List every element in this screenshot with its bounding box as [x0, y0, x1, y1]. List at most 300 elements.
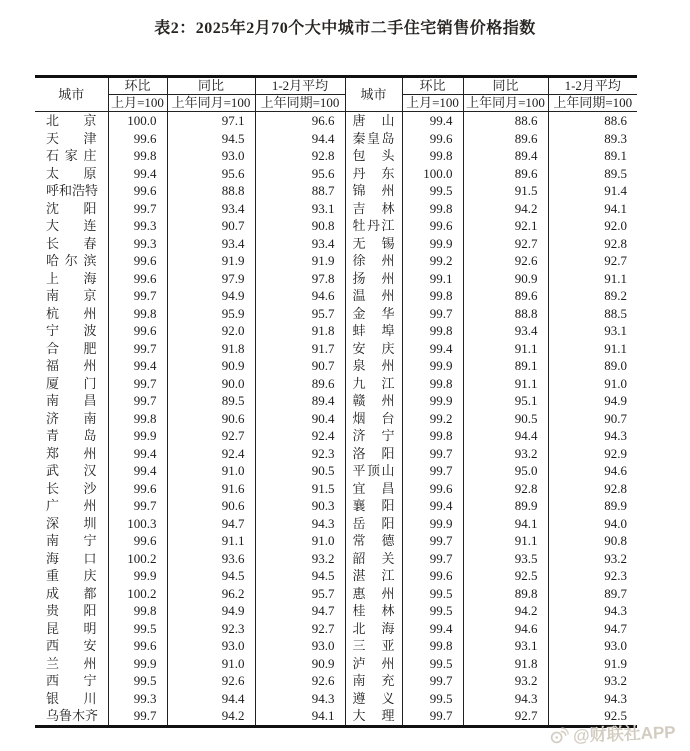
mom-value: 99.7: [402, 672, 463, 690]
yoy-value: 94.5: [167, 567, 255, 585]
avg-value: 91.9: [604, 655, 627, 671]
city-cell: [35, 480, 108, 498]
city-cell: [345, 375, 402, 393]
avg-value: 94.7: [604, 620, 627, 636]
city-name: 常德: [352, 533, 395, 548]
header-city-right: 城市: [345, 77, 402, 112]
mom-value: 99.4: [108, 165, 167, 183]
avg-value: 91.0: [255, 532, 345, 550]
yoy-value: 94.2: [167, 707, 255, 726]
city-name: 南昌: [46, 393, 97, 408]
city-name: 贵阳: [46, 603, 97, 618]
city-cell: [35, 357, 108, 375]
avg-value: 92.7: [255, 620, 345, 638]
mom-value: 99.4: [108, 357, 167, 375]
city-cell: [345, 270, 402, 288]
mom-value: 99.2: [402, 410, 463, 428]
mom-value: 100.3: [108, 515, 167, 533]
avg-value: 89.1: [604, 148, 627, 163]
yoy-value: 93.2: [463, 672, 548, 690]
mom-value: 99.9: [402, 515, 463, 533]
yoy-value: 89.8: [463, 585, 548, 603]
city-cell: [345, 515, 402, 533]
table-row: [35, 497, 637, 515]
avg-value: 94.3: [255, 515, 345, 533]
city-cell: [35, 410, 108, 428]
city-cell: [345, 147, 402, 165]
mom-value: 100.2: [108, 550, 167, 568]
city-name: 济宁: [352, 428, 395, 443]
weibo-icon: [549, 724, 570, 745]
avg-value: 97.8: [255, 270, 345, 288]
city-name: 郑州: [46, 445, 97, 461]
header-yoy-left: 同比: [167, 77, 255, 95]
table-row: [35, 235, 637, 253]
city-name: 烟台: [352, 410, 395, 426]
mom-value: 99.7: [108, 287, 167, 305]
yoy-value: 91.0: [167, 462, 255, 480]
mom-value: 99.7: [402, 532, 463, 550]
avg-value: 90.7: [604, 410, 627, 426]
mom-value: 99.5: [402, 602, 463, 620]
mom-value: 99.5: [402, 690, 463, 708]
mom-value: 99.3: [108, 217, 167, 235]
city-name: 乌鲁木齐: [46, 708, 99, 723]
city-cell: [345, 672, 402, 690]
table-row: [35, 550, 637, 568]
table-row: [35, 637, 637, 655]
avg-value: 94.9: [604, 393, 627, 408]
mom-value: 99.8: [108, 602, 167, 620]
yoy-value: 93.2: [463, 445, 548, 463]
avg-value: 92.6: [255, 672, 345, 690]
yoy-value: 92.7: [463, 707, 548, 726]
yoy-value: 91.9: [167, 252, 255, 270]
city-cell: [35, 392, 108, 410]
table-row: [35, 322, 637, 340]
yoy-value: 94.5: [167, 130, 255, 148]
yoy-value: 92.6: [167, 672, 255, 690]
city-name: 金华: [352, 305, 395, 321]
table-row: [35, 620, 637, 638]
mom-value: 99.7: [402, 305, 463, 323]
mom-value: 99.7: [108, 200, 167, 218]
avg-value: 91.4: [604, 183, 627, 198]
mom-value: 99.6: [108, 532, 167, 550]
table-body: [35, 112, 637, 727]
mom-value: 99.5: [402, 182, 463, 200]
city-cell: [35, 620, 108, 638]
city-name: 湛江: [352, 568, 395, 583]
mom-value: 99.6: [108, 637, 167, 655]
avg-value: 92.8: [604, 480, 627, 496]
city-name: 蚌埠: [352, 323, 395, 338]
mom-value: 99.8: [108, 410, 167, 428]
yoy-value: 91.0: [167, 655, 255, 673]
city-cell: [345, 357, 402, 375]
yoy-value: 88.8: [167, 182, 255, 200]
table-row: [35, 427, 637, 445]
mom-value: 99.8: [402, 200, 463, 218]
city-cell: [345, 235, 402, 253]
mom-value: 99.4: [108, 445, 167, 463]
avg-value: 93.0: [604, 638, 627, 653]
yoy-value: 88.6: [463, 112, 548, 130]
header-yoy-right: 同比: [463, 77, 548, 95]
avg-value: 93.0: [255, 637, 345, 655]
mom-value: 99.6: [108, 322, 167, 340]
yoy-value: 91.8: [167, 340, 255, 358]
city-name: 唐山: [352, 113, 395, 128]
header-avg-right: 1-2月平均: [548, 77, 637, 95]
table-row: [35, 585, 637, 603]
city-cell: [35, 305, 108, 323]
yoy-value: 94.1: [463, 515, 548, 533]
avg-value: 89.6: [255, 375, 345, 393]
city-cell: [345, 217, 402, 235]
city-cell: [345, 340, 402, 358]
yoy-value: 90.6: [167, 497, 255, 515]
yoy-value: 96.2: [167, 585, 255, 603]
yoy-value: 91.1: [463, 375, 548, 393]
city-name: 锦州: [352, 183, 395, 198]
yoy-value: 89.1: [463, 357, 548, 375]
city-name: 南京: [46, 288, 97, 303]
avg-value: 94.3: [604, 428, 627, 443]
avg-value: 90.7: [255, 357, 345, 375]
avg-value: 94.3: [604, 603, 627, 618]
mom-value: 99.5: [108, 620, 167, 638]
city-name: 惠州: [352, 585, 395, 601]
avg-value: 88.6: [604, 113, 627, 128]
yoy-value: 95.6: [167, 165, 255, 183]
city-cell: [345, 567, 402, 585]
mom-value: 99.6: [108, 252, 167, 270]
avg-value: 94.6: [255, 287, 345, 305]
mom-value: 99.8: [402, 322, 463, 340]
mom-value: 100.0: [402, 165, 463, 183]
city-cell: [35, 497, 108, 515]
table-row: [35, 375, 637, 393]
city-cell: [35, 270, 108, 288]
yoy-value: 97.9: [167, 270, 255, 288]
avg-value: 92.8: [604, 235, 627, 251]
avg-value: 93.2: [604, 550, 627, 566]
avg-value: 95.7: [255, 585, 345, 603]
yoy-value: 93.4: [167, 235, 255, 253]
city-name: 牡丹江: [352, 218, 395, 233]
mom-value: 99.2: [402, 252, 463, 270]
city-cell: [345, 410, 402, 428]
mom-value: 99.6: [402, 130, 463, 148]
avg-value: 89.7: [604, 585, 627, 601]
yoy-value: 92.8: [463, 480, 548, 498]
avg-value: 92.3: [604, 568, 627, 583]
mom-value: 99.5: [402, 585, 463, 603]
table-row: [35, 690, 637, 708]
avg-value: 93.4: [255, 235, 345, 253]
city-name: 石家庄: [46, 148, 97, 163]
mom-value: 99.9: [108, 567, 167, 585]
table-row: [35, 112, 637, 130]
city-name: 长春: [46, 235, 97, 251]
avg-value: 89.2: [604, 288, 627, 303]
city-cell: [35, 637, 108, 655]
table-row: [35, 672, 637, 690]
avg-value: 93.1: [255, 200, 345, 218]
city-name: 泸州: [352, 655, 395, 671]
city-cell: [35, 200, 108, 218]
city-name: 哈尔滨: [46, 253, 97, 268]
yoy-value: 89.6: [463, 287, 548, 305]
city-name: 深圳: [46, 515, 97, 531]
yoy-value: 92.1: [463, 217, 548, 235]
city-name: 扬州: [352, 270, 395, 286]
city-name: 广州: [46, 498, 97, 513]
mom-value: 99.6: [108, 270, 167, 288]
avg-value: 90.8: [255, 217, 345, 235]
mom-value: 99.7: [108, 707, 167, 726]
yoy-value: 92.7: [167, 427, 255, 445]
yoy-value: 91.8: [463, 655, 548, 673]
city-name: 成都: [46, 585, 97, 601]
mom-value: 99.8: [402, 637, 463, 655]
yoy-value: 94.9: [167, 287, 255, 305]
city-cell: [35, 217, 108, 235]
yoy-value: 89.5: [167, 392, 255, 410]
table-row: [35, 445, 637, 463]
city-cell: [35, 532, 108, 550]
city-name: 北海: [352, 620, 395, 636]
city-cell: [35, 165, 108, 183]
yoy-value: 91.5: [463, 182, 548, 200]
city-cell: [345, 445, 402, 463]
city-name: 赣州: [352, 393, 395, 408]
yoy-value: 91.1: [463, 532, 548, 550]
table-row: [35, 270, 637, 288]
mom-value: 99.9: [402, 392, 463, 410]
mom-value: 99.8: [108, 147, 167, 165]
table-row: [35, 217, 637, 235]
yoy-value: 89.6: [463, 130, 548, 148]
city-cell: [35, 445, 108, 463]
mom-value: 99.3: [108, 690, 167, 708]
mom-value: 99.5: [402, 655, 463, 673]
city-name: 天津: [46, 130, 97, 146]
city-cell: [345, 322, 402, 340]
city-name: 温州: [352, 288, 395, 303]
yoy-value: 91.6: [167, 480, 255, 498]
avg-value: 93.2: [255, 550, 345, 568]
table-row: [35, 410, 637, 428]
yoy-value: 91.1: [463, 340, 548, 358]
city-cell: [35, 567, 108, 585]
avg-value: 89.4: [255, 392, 345, 410]
city-name: 长沙: [46, 480, 97, 496]
city-name: 大理: [352, 708, 395, 723]
yoy-value: 95.9: [167, 305, 255, 323]
city-cell: [35, 585, 108, 603]
city-name: 兰州: [46, 655, 97, 671]
header-mom-right: 环比: [402, 77, 463, 95]
avg-value: 94.0: [604, 515, 627, 531]
yoy-value: 89.9: [463, 497, 548, 515]
city-name: 包头: [352, 148, 395, 163]
avg-value: 94.5: [255, 567, 345, 585]
table-row: [35, 462, 637, 480]
city-cell: [345, 497, 402, 515]
header-yoy-base-right: 上年同月=100: [463, 95, 548, 112]
avg-value: 88.5: [604, 305, 627, 321]
yoy-value: 94.6: [463, 620, 548, 638]
city-name: 南宁: [46, 533, 97, 548]
city-name: 洛阳: [352, 445, 395, 461]
mom-value: 99.3: [108, 235, 167, 253]
city-name: 安庆: [352, 340, 395, 356]
city-cell: [35, 147, 108, 165]
city-cell: [35, 427, 108, 445]
city-name: 青岛: [46, 428, 97, 443]
yoy-value: 93.5: [463, 550, 548, 568]
city-cell: [35, 462, 108, 480]
city-cell: [345, 182, 402, 200]
avg-value: 90.4: [255, 410, 345, 428]
city-cell: [35, 287, 108, 305]
city-name: 岳阳: [352, 515, 395, 531]
mom-value: 99.9: [402, 235, 463, 253]
city-name: 九江: [352, 375, 395, 391]
avg-value: 91.0: [604, 375, 627, 391]
table-row: [35, 480, 637, 498]
avg-value: 94.3: [604, 690, 627, 706]
city-cell: [345, 305, 402, 323]
table-row: [35, 357, 637, 375]
city-name: 平顶山: [352, 463, 395, 478]
mom-value: 99.8: [402, 147, 463, 165]
mom-value: 99.4: [402, 620, 463, 638]
table-row: [35, 182, 637, 200]
mom-value: 99.4: [402, 340, 463, 358]
header-avg-left: 1-2月平均: [255, 77, 345, 95]
yoy-value: 91.1: [167, 532, 255, 550]
mom-value: 99.8: [402, 427, 463, 445]
mom-value: 99.6: [108, 182, 167, 200]
avg-value: 92.5: [604, 708, 627, 723]
city-cell: [35, 690, 108, 708]
city-cell: [345, 462, 402, 480]
yoy-value: 93.4: [463, 322, 548, 340]
yoy-value: 94.9: [167, 602, 255, 620]
table-row: [35, 147, 637, 165]
avg-value: 91.8: [255, 322, 345, 340]
avg-value: 89.3: [604, 130, 627, 146]
city-cell: [35, 235, 108, 253]
mom-value: 99.9: [108, 655, 167, 673]
city-cell: [35, 130, 108, 148]
city-cell: [35, 672, 108, 690]
watermark-text: @财联社APP: [573, 722, 677, 746]
city-cell: [345, 585, 402, 603]
header-mom-base-right: 上月=100: [402, 95, 463, 112]
avg-value: 92.4: [255, 427, 345, 445]
city-name: 西宁: [46, 673, 97, 688]
city-name: 呼和浩特: [46, 183, 99, 198]
yoy-value: 90.9: [463, 270, 548, 288]
city-cell: [345, 602, 402, 620]
avg-value: 91.5: [255, 480, 345, 498]
yoy-value: 92.3: [167, 620, 255, 638]
yoy-value: 94.2: [463, 200, 548, 218]
city-cell: [345, 707, 402, 726]
yoy-value: 95.1: [463, 392, 548, 410]
table-row: [35, 130, 637, 148]
avg-value: 94.1: [604, 200, 627, 216]
mom-value: 99.8: [402, 375, 463, 393]
city-name: 秦皇岛: [352, 130, 395, 146]
city-name: 银川: [46, 690, 97, 706]
city-cell: [35, 112, 108, 130]
header-city-left: 城市: [35, 77, 108, 112]
city-name: 丹东: [352, 165, 395, 181]
city-cell: [35, 707, 108, 726]
mom-value: 99.6: [402, 480, 463, 498]
city-cell: [35, 340, 108, 358]
avg-value: 92.7: [604, 253, 627, 268]
yoy-value: 92.7: [463, 235, 548, 253]
city-cell: [345, 637, 402, 655]
mom-value: 99.4: [108, 462, 167, 480]
mom-value: 99.9: [402, 357, 463, 375]
city-cell: [345, 112, 402, 130]
yoy-value: 90.0: [167, 375, 255, 393]
price-index-table: [35, 75, 637, 728]
header-mom-base-left: 上月=100: [108, 95, 167, 112]
mom-value: 99.6: [108, 130, 167, 148]
table-row: [35, 200, 637, 218]
city-name: 北京: [46, 113, 97, 128]
mom-value: 99.1: [402, 270, 463, 288]
mom-value: 100.2: [108, 585, 167, 603]
yoy-value: 89.6: [463, 165, 548, 183]
mom-value: 99.7: [108, 375, 167, 393]
yoy-value: 90.9: [167, 357, 255, 375]
yoy-value: 90.6: [167, 410, 255, 428]
yoy-value: 92.6: [463, 252, 548, 270]
city-name: 无锡: [352, 235, 395, 251]
mom-value: 99.6: [402, 567, 463, 585]
avg-value: 90.3: [255, 497, 345, 515]
table-row: [35, 287, 637, 305]
mom-value: 99.9: [108, 427, 167, 445]
mom-value: 99.7: [402, 550, 463, 568]
mom-value: 99.7: [402, 462, 463, 480]
mom-value: 99.8: [108, 305, 167, 323]
mom-value: 99.7: [108, 497, 167, 515]
city-name: 大连: [46, 218, 97, 233]
yoy-value: 94.7: [167, 515, 255, 533]
table-row: [35, 515, 637, 533]
city-cell: [345, 690, 402, 708]
city-cell: [345, 287, 402, 305]
table-row: [35, 655, 637, 673]
city-name: 合肥: [46, 340, 97, 356]
mom-value: 99.7: [402, 707, 463, 726]
header-avg-base-right: 上年同期=100: [548, 95, 637, 112]
city-name: 昆明: [46, 620, 97, 636]
yoy-value: 93.0: [167, 147, 255, 165]
mom-value: 99.7: [108, 392, 167, 410]
city-name: 三亚: [352, 638, 395, 653]
